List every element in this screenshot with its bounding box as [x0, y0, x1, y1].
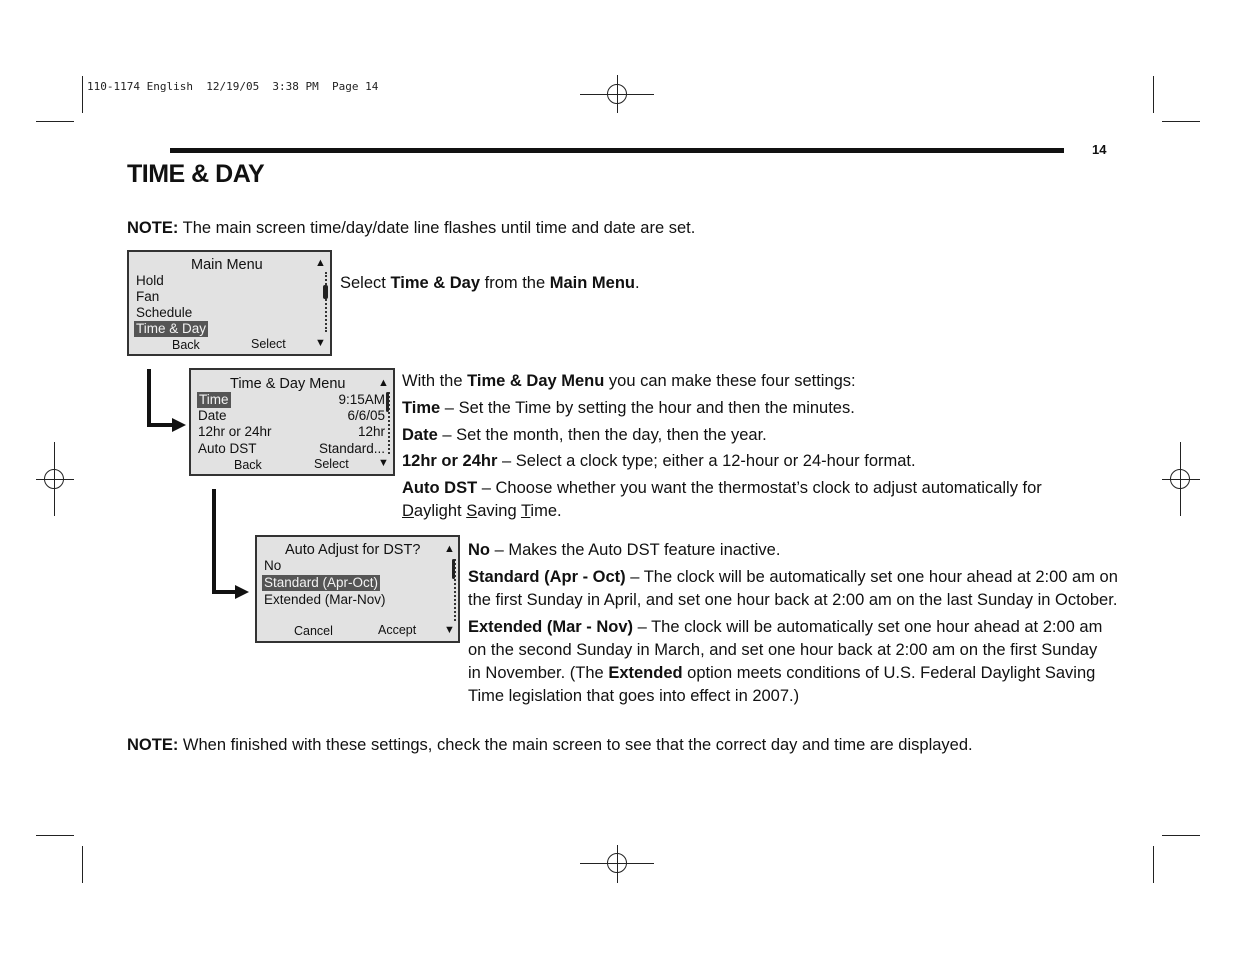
- down-arrow-icon: ▼: [378, 457, 389, 469]
- down-arrow-icon: ▼: [315, 337, 326, 349]
- scroll-thumb: [386, 392, 389, 412]
- softkey-accept: Accept: [378, 623, 417, 637]
- auto-dst-screen: [255, 535, 460, 643]
- main-menu-screen: [127, 250, 332, 356]
- scrollbar: [325, 272, 327, 332]
- screen-header: Auto Adjust for DST?: [285, 542, 421, 558]
- menu-item-schedule: Schedule: [136, 305, 193, 320]
- step3-text: No – Makes the Auto DST feature inactive. Standard (Apr - Oct) – The clock will be automatically set one hour ahead at 2:00 am on the first Sunday in April, and set one hour back at 2:00 am on the last Sunday in October. Extended (Mar - Nov) – The clock will be automatically set one hour ahead at 2:00 am on the second Sunday in March, and set one hour back at 2:00 am on the first Sunday in November. (The Extended option meets conditions of U.S. Federal Daylight Saving Time legislation that goes into effect in 2007.): [468, 541, 1118, 705]
- crop-mark: [82, 76, 83, 113]
- menu-item-time-day: Time & Day: [136, 321, 207, 336]
- softkey-cancel: Cancel: [294, 624, 333, 638]
- dst-option-extended: Extended (Mar-Nov): [264, 592, 386, 607]
- note-text: The main screen time/day/date line flashes until time and date are set.: [178, 219, 696, 237]
- page-number: 14: [1092, 142, 1107, 157]
- step2-text: With the Time & Day Menu you can make these four settings: Time – Set the Time by setting the hour and then the minutes. Date – Set the month, then the day, then the year. 12hr or 24hr – Select a clock type; either a 12-hour or 24-hour format. Auto DST – Choose whether you want the thermostat’s clock to adjust automatically for Daylight Saving Time.: [402, 372, 1042, 520]
- menu-row-time-value: 9:15AM: [338, 392, 385, 407]
- scroll-thumb: [323, 285, 328, 299]
- softkey-back: Back: [234, 458, 262, 472]
- note-top: [127, 219, 695, 238]
- note-label: NOTE:: [127, 736, 179, 754]
- up-arrow-icon: ▲: [444, 543, 455, 555]
- up-arrow-icon: ▲: [315, 257, 326, 269]
- up-arrow-icon: ▲: [378, 377, 389, 389]
- menu-row-dst-label: Auto DST: [198, 441, 257, 456]
- screen-header: Main Menu: [191, 257, 263, 273]
- scroll-thumb: [452, 559, 455, 579]
- crop-mark: [36, 835, 74, 836]
- menu-row-date-value: 6/6/05: [347, 408, 385, 423]
- crop-mark: [1162, 121, 1200, 122]
- note-text: When finished with these settings, check the main screen to see that the correct day and time are displayed.: [178, 736, 973, 754]
- dst-option-standard: Standard (Apr-Oct): [264, 575, 379, 590]
- menu-row-date-label: Date: [198, 408, 227, 423]
- header-rule: [170, 148, 1064, 153]
- note-label: NOTE:: [127, 219, 179, 237]
- crop-mark: [82, 846, 83, 883]
- menu-row-dst-value: Standard...: [318, 441, 385, 456]
- dst-option-no: No: [264, 558, 282, 573]
- crop-mark: [1153, 76, 1154, 113]
- menu-row-format-label: 12hr or 24hr: [198, 424, 272, 439]
- softkey-select: Select: [314, 457, 349, 471]
- note-bottom: [127, 736, 973, 755]
- page-title: TIME & DAY: [127, 160, 265, 188]
- menu-row-format-value: 12hr: [357, 424, 385, 439]
- softkey-back: Back: [172, 338, 200, 352]
- crop-mark: [1153, 846, 1154, 883]
- menu-item-fan: Fan: [136, 289, 160, 304]
- menu-item-hold: Hold: [136, 273, 164, 288]
- down-arrow-icon: ▼: [444, 624, 455, 636]
- printer-slug: 110-1174 English 12/19/05 3:38 PM Page 14: [87, 80, 379, 93]
- step1-text: Select Time & Day from the Main Menu.: [340, 274, 640, 292]
- time-day-menu-screen: [189, 368, 395, 476]
- crop-mark: [36, 121, 74, 122]
- crop-mark: [1162, 835, 1200, 836]
- screen-header: Time & Day Menu: [230, 376, 346, 392]
- softkey-select: Select: [251, 337, 286, 351]
- menu-row-time-label: Time: [199, 392, 229, 407]
